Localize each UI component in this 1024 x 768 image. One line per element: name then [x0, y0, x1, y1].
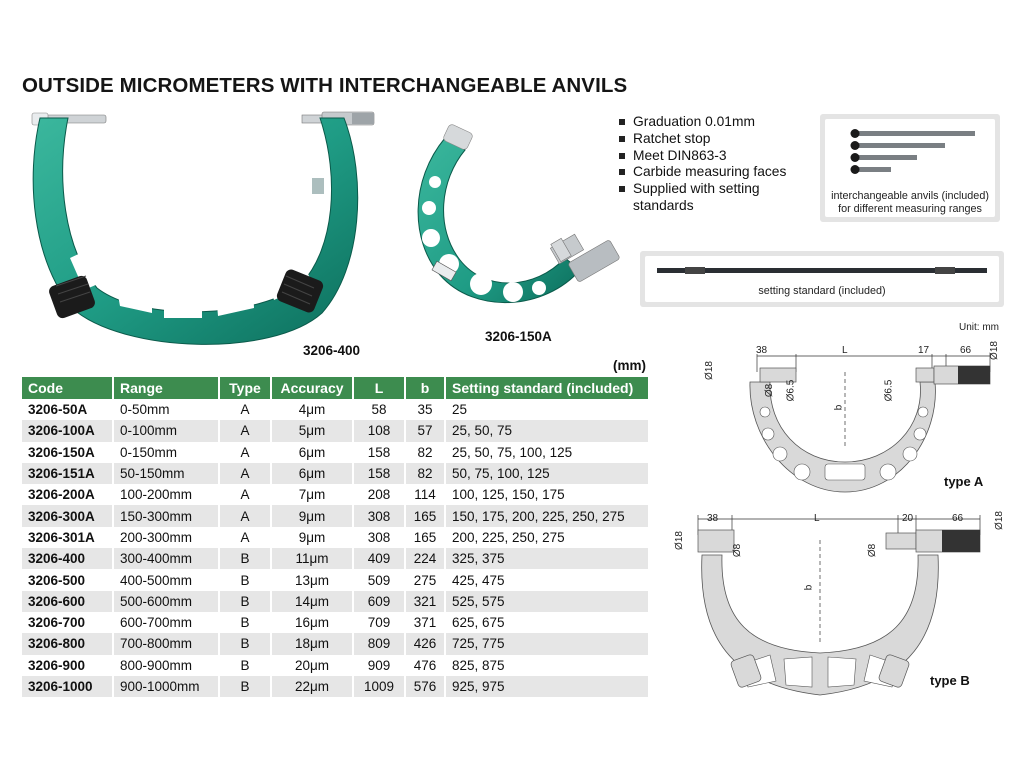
cell-l: 909	[353, 655, 405, 676]
cell-accuracy: 13μm	[271, 569, 353, 590]
dim-b-dia8-left: Ø8	[732, 543, 744, 558]
cell-code: 3206-300A	[22, 505, 113, 526]
cell-std: 50, 75, 100, 125	[445, 463, 649, 484]
cell-l: 308	[353, 527, 405, 548]
feature-item: Supplied with setting standards	[619, 181, 783, 215]
cell-code: 3206-50A	[22, 399, 113, 420]
cell-accuracy: 18μm	[271, 633, 353, 654]
dim-a-66: 66	[960, 345, 972, 356]
dim-a-17: 17	[918, 345, 930, 356]
cell-b: 57	[405, 420, 445, 441]
cell-std: 150, 175, 200, 225, 250, 275	[445, 505, 649, 526]
cell-code: 3206-301A	[22, 527, 113, 548]
cell-code: 3206-200A	[22, 484, 113, 505]
cell-code: 3206-900	[22, 655, 113, 676]
cell-range: 50-150mm	[113, 463, 219, 484]
dim-a-dia65-right: Ø6.5	[883, 379, 895, 402]
cell-accuracy: 6μm	[271, 442, 353, 463]
cell-std: 25, 50, 75	[445, 420, 649, 441]
table-row	[22, 655, 649, 676]
cell-range: 700-800mm	[113, 633, 219, 654]
cell-range: 400-500mm	[113, 569, 219, 590]
cell-code: 3206-151A	[22, 463, 113, 484]
cell-l: 158	[353, 442, 405, 463]
cell-accuracy: 4μm	[271, 399, 353, 420]
dim-b-dia8-right: Ø8	[867, 543, 879, 558]
cell-b: 224	[405, 548, 445, 569]
cell-type: A	[219, 527, 271, 548]
cell-l: 108	[353, 420, 405, 441]
table-row	[22, 591, 649, 612]
table-row	[22, 442, 649, 463]
dim-a-l: L	[842, 345, 848, 356]
feature-item: Carbide measuring faces	[619, 164, 786, 181]
cell-l: 158	[353, 463, 405, 484]
cell-range: 0-50mm	[113, 399, 219, 420]
col-header-b: b	[405, 377, 445, 399]
cell-l: 509	[353, 569, 405, 590]
dim-b-dia18-right: Ø18	[993, 511, 1005, 530]
table-unit-label: (mm)	[613, 358, 646, 373]
cell-code: 3206-700	[22, 612, 113, 633]
setting-standard-image	[645, 256, 999, 286]
cell-b: 371	[405, 612, 445, 633]
table-row	[22, 399, 649, 420]
cell-std: 625, 675	[445, 612, 649, 633]
cell-std: 925, 975	[445, 676, 649, 697]
cell-std: 25, 50, 75, 100, 125	[445, 442, 649, 463]
anvils-caption-2: for different measuring ranges	[838, 203, 982, 215]
dim-a-dia18-right: Ø18	[988, 341, 1000, 360]
product-label-3206-150a: 3206-150A	[485, 329, 552, 344]
cell-code: 3206-100A	[22, 420, 113, 441]
table-body	[22, 399, 649, 697]
cell-code: 3206-400	[22, 548, 113, 569]
cell-type: B	[219, 655, 271, 676]
table-row	[22, 569, 649, 590]
cell-range: 0-150mm	[113, 442, 219, 463]
cell-b: 165	[405, 527, 445, 548]
dim-b-66: 66	[952, 513, 964, 524]
cell-type: B	[219, 591, 271, 612]
cell-b: 476	[405, 655, 445, 676]
setting-standard-caption: setting standard (included)	[758, 285, 886, 297]
dim-a-dia65-left: Ø6.5	[785, 379, 797, 402]
cell-range: 600-700mm	[113, 612, 219, 633]
cell-std: 525, 575	[445, 591, 649, 612]
cell-code: 3206-1000	[22, 676, 113, 697]
dim-b-b: b	[803, 584, 815, 591]
page-title: OUTSIDE MICROMETERS WITH INTERCHANGEABLE ANVILS	[22, 74, 628, 97]
cell-range: 500-600mm	[113, 591, 219, 612]
cell-range: 100-200mm	[113, 484, 219, 505]
cell-accuracy: 9μm	[271, 505, 353, 526]
cell-type: B	[219, 633, 271, 654]
cell-code: 3206-150A	[22, 442, 113, 463]
cell-l: 1009	[353, 676, 405, 697]
table-row	[22, 420, 649, 441]
cell-b: 576	[405, 676, 445, 697]
table-row	[22, 612, 649, 633]
drawing-unit-label: Unit: mm	[959, 322, 999, 333]
cell-accuracy: 7μm	[271, 484, 353, 505]
micrometer-150a-image	[405, 120, 635, 320]
product-label-3206-400: 3206-400	[303, 343, 361, 358]
feature-item: Graduation 0.01mm	[619, 114, 786, 131]
cell-b: 426	[405, 633, 445, 654]
dim-b-20: 20	[902, 513, 914, 524]
cell-b: 35	[405, 399, 445, 420]
cell-type: B	[219, 612, 271, 633]
cell-l: 308	[353, 505, 405, 526]
cell-type: B	[219, 569, 271, 590]
table-header-row	[22, 377, 649, 399]
dim-a-dia8: Ø8	[764, 383, 776, 398]
type-b-label: type B	[930, 673, 970, 688]
dim-b-dia18-left: Ø18	[673, 531, 685, 550]
col-header-range: Range	[113, 377, 219, 399]
cell-range: 150-300mm	[113, 505, 219, 526]
table-row	[22, 527, 649, 548]
cell-accuracy: 6μm	[271, 463, 353, 484]
cell-b: 82	[405, 463, 445, 484]
table-row	[22, 484, 649, 505]
cell-type: A	[219, 463, 271, 484]
table-row	[22, 633, 649, 654]
cell-type: A	[219, 420, 271, 441]
cell-l: 609	[353, 591, 405, 612]
feature-list	[619, 114, 786, 215]
cell-std: 100, 125, 150, 175	[445, 484, 649, 505]
col-header-accuracy: Accuracy	[271, 377, 353, 399]
cell-type: A	[219, 484, 271, 505]
cell-type: A	[219, 505, 271, 526]
cell-std: 725, 775	[445, 633, 649, 654]
cell-accuracy: 11μm	[271, 548, 353, 569]
anvils-image	[825, 119, 995, 189]
feature-item: Ratchet stop	[619, 131, 786, 148]
cell-accuracy: 9μm	[271, 527, 353, 548]
cell-std: 200, 225, 250, 275	[445, 527, 649, 548]
table-row	[22, 505, 649, 526]
table-row	[22, 463, 649, 484]
setting-standard-panel	[640, 251, 1004, 307]
dim-a-dia18-left: Ø18	[703, 361, 715, 380]
cell-accuracy: 20μm	[271, 655, 353, 676]
cell-l: 58	[353, 399, 405, 420]
col-header-code: Code	[22, 377, 113, 399]
cell-b: 114	[405, 484, 445, 505]
cell-accuracy: 22μm	[271, 676, 353, 697]
cell-code: 3206-500	[22, 569, 113, 590]
cell-range: 800-900mm	[113, 655, 219, 676]
spec-table	[22, 377, 650, 697]
cell-l: 409	[353, 548, 405, 569]
cell-accuracy: 14μm	[271, 591, 353, 612]
cell-b: 165	[405, 505, 445, 526]
cell-l: 809	[353, 633, 405, 654]
cell-type: B	[219, 548, 271, 569]
cell-range: 900-1000mm	[113, 676, 219, 697]
cell-range: 200-300mm	[113, 527, 219, 548]
col-header-l: L	[353, 377, 405, 399]
cell-range: 0-100mm	[113, 420, 219, 441]
table-row	[22, 548, 649, 569]
dim-b-38: 38	[707, 513, 719, 524]
col-header-type: Type	[219, 377, 271, 399]
anvils-caption-1: interchangeable anvils (included)	[831, 190, 989, 202]
cell-accuracy: 16μm	[271, 612, 353, 633]
anvils-panel	[820, 114, 1000, 222]
cell-code: 3206-600	[22, 591, 113, 612]
table-row	[22, 676, 649, 697]
type-a-label: type A	[944, 474, 984, 489]
cell-range: 300-400mm	[113, 548, 219, 569]
dim-a-b: b	[833, 404, 845, 411]
cell-b: 321	[405, 591, 445, 612]
col-header-setting-standard: Setting standard (included)	[445, 377, 649, 399]
cell-std: 825, 875	[445, 655, 649, 676]
cell-std: 425, 475	[445, 569, 649, 590]
cell-std: 25	[445, 399, 649, 420]
cell-accuracy: 5μm	[271, 420, 353, 441]
dim-b-l: L	[814, 513, 820, 524]
dim-a-38: 38	[756, 345, 768, 356]
micrometer-400-image	[22, 108, 382, 358]
feature-item: Meet DIN863-3	[619, 148, 786, 165]
cell-std: 325, 375	[445, 548, 649, 569]
cell-l: 208	[353, 484, 405, 505]
cell-code: 3206-800	[22, 633, 113, 654]
cell-type: B	[219, 676, 271, 697]
cell-l: 709	[353, 612, 405, 633]
cell-b: 275	[405, 569, 445, 590]
cell-type: A	[219, 399, 271, 420]
cell-type: A	[219, 442, 271, 463]
cell-b: 82	[405, 442, 445, 463]
